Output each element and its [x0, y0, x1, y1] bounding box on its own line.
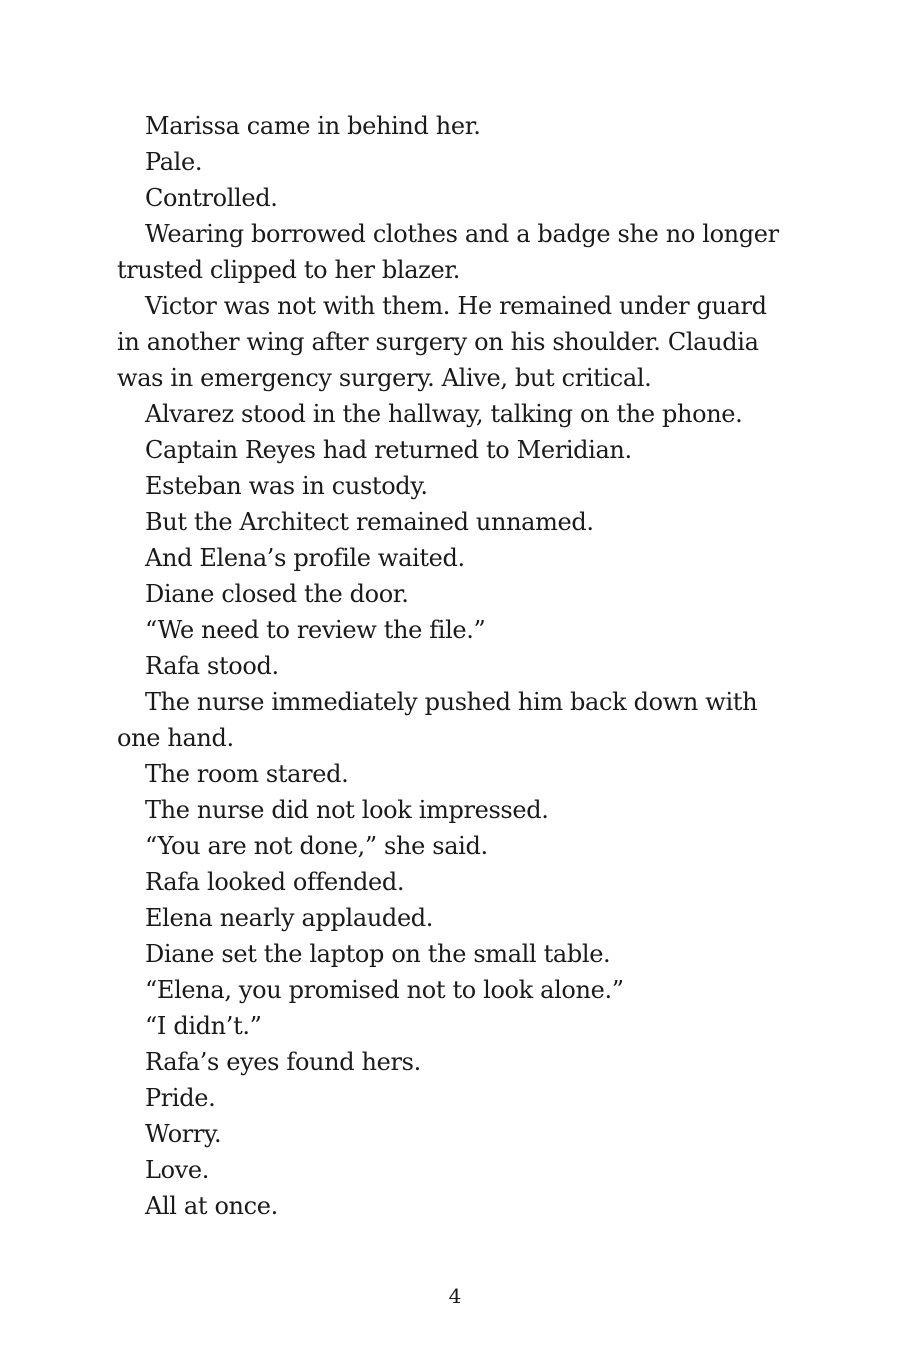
paragraph: “You are not done,” she said. [145, 832, 488, 860]
paragraph: Diane set the laptop on the small table. [145, 940, 611, 968]
paragraph: Love. [145, 1156, 210, 1184]
page-body [117, 108, 787, 1224]
paragraph: Worry. [145, 1120, 222, 1148]
paragraph: And Elena’s profile waited. [145, 544, 465, 572]
paragraph: The room stared. [145, 760, 349, 788]
paragraph: Pale. [145, 148, 203, 176]
paragraph: Captain Reyes had returned to Meridian. [145, 436, 632, 464]
page-number: 4 [448, 1284, 462, 1308]
paragraph: “I didn’t.” [145, 1012, 262, 1040]
paragraph: Alvarez stood in the hallway, talking on the phone. [145, 400, 743, 428]
paragraph: “Elena, you promised not to look alone.” [145, 976, 624, 1004]
paragraph: The nurse did not look impressed. [145, 796, 549, 824]
paragraph: Esteban was in custody. [145, 472, 428, 500]
paragraph: “We need to review the file.” [145, 616, 486, 644]
paragraph: All at once. [145, 1192, 278, 1220]
paragraph: Rafa’s eyes found hers. [145, 1048, 421, 1076]
paragraph: Marissa came in behind her. [145, 112, 481, 140]
paragraph: Diane closed the door. [145, 580, 409, 608]
paragraph: Victor was not with them. He remained under guard in another wing after surgery on his shoulder. Claudia was in emergency surgery. Alive, but critical. [117, 292, 767, 392]
paragraph: Rafa stood. [145, 652, 279, 680]
paragraph: Pride. [145, 1084, 216, 1112]
paragraph: But the Architect remained unnamed. [145, 508, 594, 536]
paragraph: The nurse immediately pushed him back down with one hand. [117, 688, 758, 752]
paragraph: Controlled. [145, 184, 278, 212]
paragraph: Elena nearly applauded. [145, 904, 434, 932]
paragraph: Wearing borrowed clothes and a badge she no longer trusted clipped to her blazer. [117, 220, 779, 284]
paragraph: Rafa looked offended. [145, 868, 405, 896]
